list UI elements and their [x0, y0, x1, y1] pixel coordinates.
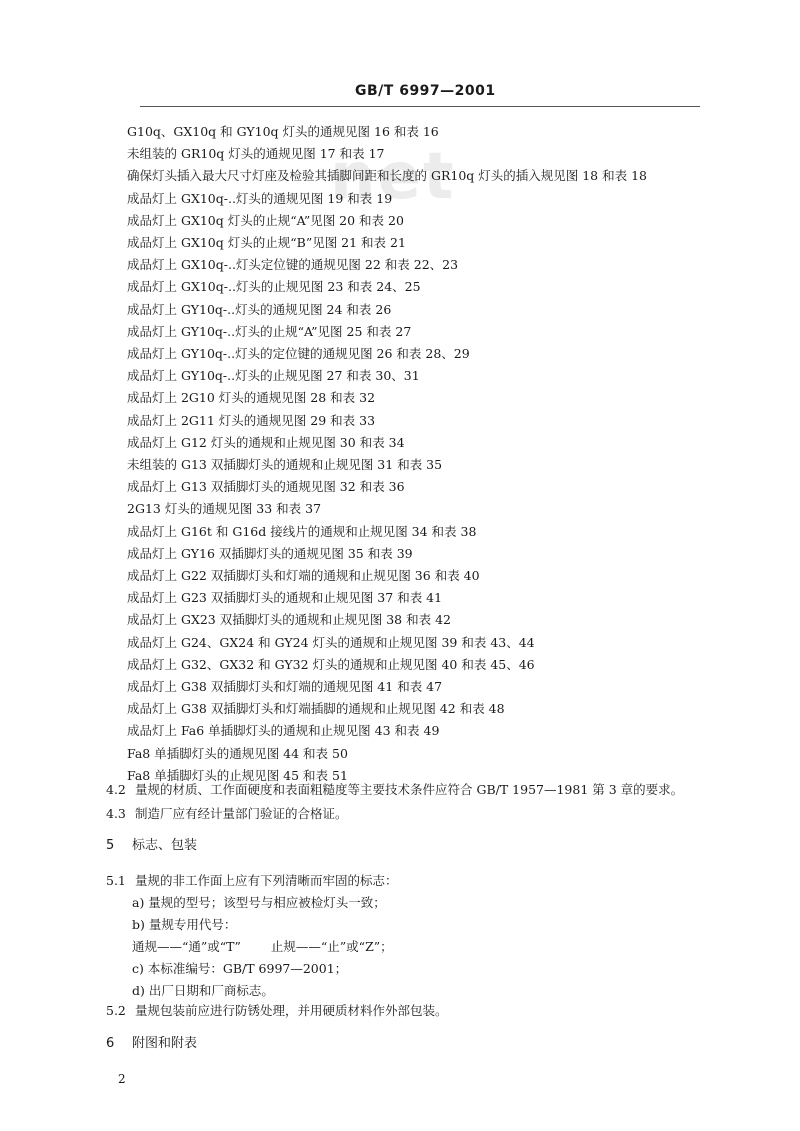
gauge-list-item: 确保灯头插入最大尺寸灯座及检验其插脚间距和长度的 GR10q 灯头的插入规见图 18 和表 18	[127, 168, 647, 184]
clause-text: 量规的非工作面上应有下列清晰而牢固的标志：	[135, 873, 398, 888]
page-number: 2	[118, 1072, 126, 1086]
item-b-codes	[132, 939, 393, 955]
gauge-list-item: 成品灯上 GX10q 灯头的止规“A”见图 20 和表 20	[127, 212, 404, 228]
clause-5-1	[106, 873, 398, 889]
clause-text: 量规的材质、工作面硬度和表面粗糙度等主要技术条件应符合 GB/T 1957—1981 第 3 章的要求。	[135, 782, 684, 797]
section-6-heading	[106, 1036, 197, 1052]
gauge-list-item: 2G13 灯头的通规见图 33 和表 37	[127, 501, 322, 517]
item-a: a) 量规的型号；该型号与相应被检灯头一致；	[132, 895, 386, 910]
item-d: d) 出厂日期和厂商标志。	[132, 983, 274, 998]
gauge-list-item: 成品灯上 GX10q 灯头的止规“B”见图 21 和表 21	[127, 235, 406, 250]
go-gauge-code: 通规——“通”或“T”	[132, 939, 241, 954]
section-title: 附图和附表	[132, 1036, 198, 1051]
gauge-list-item: 成品灯上 GX10q-..灯头的通规见图 19 和表 19	[127, 190, 393, 206]
gauge-list-item: 成品灯上 GY16 双插脚灯头的通规见图 35 和表 39	[127, 545, 413, 561]
gauge-list-item: 成品灯上 GY10q-..灯头的止规见图 27 和表 30、31	[127, 368, 420, 384]
gauge-list-item: 成品灯上 GY10q-..灯头的止规“A”见图 25 和表 27	[127, 323, 412, 339]
gauge-list-item: 成品灯上 2G10 灯头的通规见图 28 和表 32	[127, 390, 376, 406]
clause-4-3	[106, 806, 348, 822]
clause-text: 制造厂应有经计量部门验证的合格证。	[135, 806, 348, 821]
clause-4-2	[106, 782, 683, 798]
section-number: 5	[106, 838, 115, 853]
gauge-list-item: 成品灯上 G38 双插脚灯头和灯端的通规见图 41 和表 47	[127, 679, 443, 694]
page-header: GB/T 6997—2001	[355, 83, 496, 99]
section-5-heading	[106, 838, 197, 854]
gauge-list-item: 成品灯上 G13 双插脚灯头的通规见图 32 和表 36	[127, 479, 405, 495]
gauge-list-item: 成品灯上 2G11 灯头的通规见图 29 和表 33	[127, 412, 376, 428]
gauge-list-item: Fa8 单插脚灯头的通规见图 44 和表 50	[127, 745, 348, 761]
watermark: net	[330, 140, 456, 214]
gauge-list-item: 未组装的 G13 双插脚灯头的通规和止规见图 31 和表 35	[127, 457, 443, 472]
gauge-list-item: 成品灯上 G23 双插脚灯头的通规和止规见图 37 和表 41	[127, 590, 443, 606]
clause-number: 4.3	[106, 806, 126, 821]
gauge-list-item: 成品灯上 G38 双插脚灯头和灯端插脚的通规和止规见图 42 和表 48	[127, 701, 505, 717]
header-rule	[140, 106, 700, 107]
gauge-list-item: 未组装的 GR10q 灯头的通规见图 17 和表 17	[127, 146, 385, 162]
clause-text: 量规包装前应进行防锈处理，并用硬质材料作外部包装。	[135, 1003, 448, 1018]
section-number: 6	[106, 1036, 115, 1051]
gauge-list-item: G10q、GX10q 和 GY10q 灯头的通规见图 16 和表 16	[127, 124, 439, 139]
gauge-list-item: 成品灯上 G24、GX24 和 GY24 灯头的通规和止规见图 39 和表 43、44	[127, 634, 535, 650]
gauge-list-item: 成品灯上 GY10q-..灯头的定位键的通规见图 26 和表 28、29	[127, 346, 470, 361]
clause-number: 5.1	[106, 873, 126, 888]
gauge-list-item: 成品灯上 GX10q-..灯头定位键的通规见图 22 和表 22、23	[127, 257, 459, 273]
gauge-list-item: 成品灯上 Fa6 单插脚灯头的通规和止规见图 43 和表 49	[127, 723, 440, 739]
gauge-list-item: 成品灯上 G22 双插脚灯头和灯端的通规和止规见图 36 和表 40	[127, 568, 480, 583]
gauge-list-item: 成品灯上 GX10q-..灯头的止规见图 23 和表 24、25	[127, 279, 421, 295]
gauge-list-item: 成品灯上 G12 灯头的通规和止规见图 30 和表 34	[127, 434, 405, 450]
item-c: c) 本标准编号：GB/T 6997—2001；	[132, 961, 348, 976]
gauge-list-item: 成品灯上 G16t 和 G16d 接线片的通规和止规见图 34 和表 38	[127, 523, 477, 539]
clause-5-2	[106, 1003, 448, 1019]
gauge-list-item: Fa8 单插脚灯头的止规见图 45 和表 51	[127, 767, 348, 783]
gauge-list-item: 成品灯上 G32、GX32 和 GY32 灯头的通规和止规见图 40 和表 45、46	[127, 656, 535, 672]
clause-number: 5.2	[106, 1003, 126, 1018]
gauge-list-item: 成品灯上 GX23 双插脚灯头的通规和止规见图 38 和表 42	[127, 612, 451, 628]
gauge-list-item: 成品灯上 GY10q-..灯头的通规见图 24 和表 26	[127, 301, 392, 317]
section-title: 标志、包装	[132, 838, 198, 853]
clause-number: 4.2	[106, 782, 126, 797]
item-b: b) 量规专用代号：	[132, 917, 237, 932]
no-go-gauge-code: 止规——“止”或“Z”；	[270, 939, 393, 954]
